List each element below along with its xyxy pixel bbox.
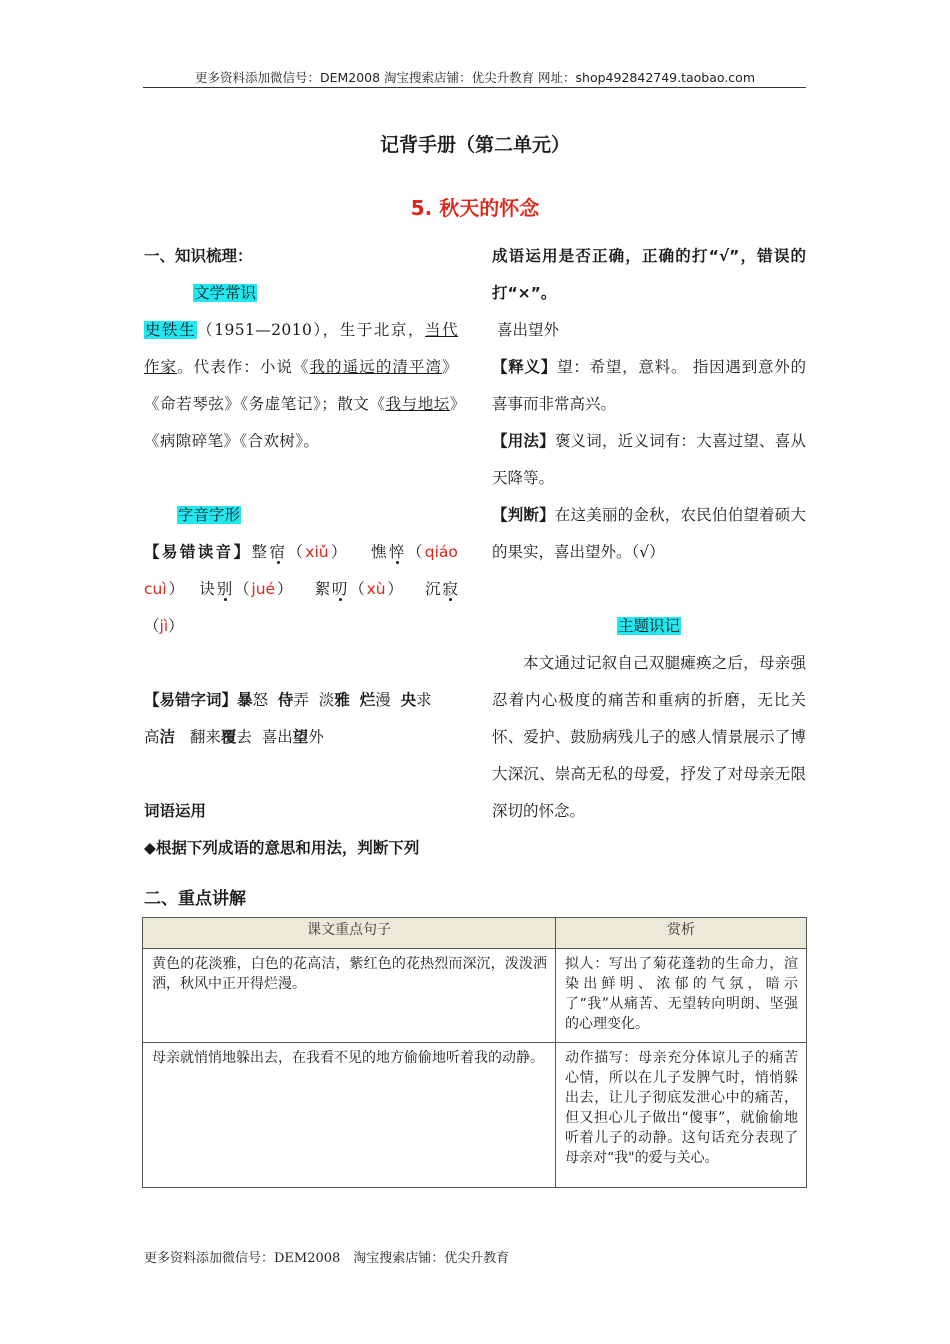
- analysis-cell: 动作描写：母亲充分体谅儿子的痛苦心情，所以在儿子发脾气时，悄悄躲出去，让儿子彻底发泄心中的痛苦，但又担心儿子做出“傻事”，就偷偷地听着儿子的动静。这句话充分表现了母亲对“我"的爱与关心。: [556, 1043, 807, 1188]
- spacer: [144, 460, 458, 497]
- instruction-continued: 成语运用是否正确，正确的打“√”，错误的打“×”。: [492, 247, 806, 302]
- lesson-title: 5. 秋天的怀念: [410, 196, 540, 220]
- header-rule: [143, 87, 806, 88]
- char-bold: 洁: [159, 728, 176, 746]
- page-header: 更多资料添加微信号：DEM2008 淘宝搜索店铺：优尖升教育 网址：shop492842749.taobao.com: [194, 70, 756, 85]
- spacer: [492, 571, 806, 608]
- char-bold: 覆: [220, 728, 237, 746]
- pron-char: 絮: [314, 580, 332, 598]
- pron-dotted-char: 叨: [331, 580, 350, 598]
- word-use-instruction: ◆根据下列成语的意思和用法，判断下列: [144, 839, 420, 857]
- char-normal: 外: [308, 728, 324, 746]
- analysis-cell: 拟人：写出了菊花蓬勃的生命力，渲染出鲜明、浓郁的气氛，暗示了“我”从痛苦、无望转向明朗、坚强的心理变化。: [556, 949, 807, 1043]
- author-identity: 当代作家: [144, 321, 458, 376]
- literary-label-line: [144, 275, 458, 312]
- author-text-3: 》《命若琴弦》《务虚笔记》；散文《: [144, 358, 458, 413]
- right-column: [492, 238, 806, 830]
- idiom-meaning: [492, 349, 806, 423]
- author-text-1: （1951—2010），生于北京，: [197, 321, 426, 339]
- author-name: 史铁生: [145, 321, 197, 339]
- char-bold: 央: [400, 691, 417, 709]
- author-text-2: 。代表作：小说《: [177, 358, 310, 376]
- pron-pinyin: xiǔ: [305, 543, 329, 561]
- char-bold: 暴: [237, 691, 253, 709]
- pronunciation-label: 字音字形: [178, 506, 241, 524]
- theme-label: 主题识记: [617, 617, 680, 635]
- table-row: [143, 1043, 807, 1188]
- pron-char: 憔: [371, 543, 389, 561]
- pron-pinyin: jì: [159, 617, 169, 635]
- pron-pinyin: xù: [366, 580, 386, 598]
- page-footer: 更多资料添加微信号：DEM2008 淘宝搜索店铺：优尖升教育: [144, 1251, 510, 1266]
- char-bold: 侍: [277, 691, 294, 709]
- usage-label: 【用法】: [492, 432, 555, 450]
- column-header-sentence: 课文重点句子: [143, 918, 556, 949]
- pron-char: 沉: [425, 580, 443, 598]
- pron-dotted-char: 寂: [442, 580, 458, 598]
- meaning-text: 望：希望，意料。 指因遇到意外的喜事而非常高兴。: [492, 358, 806, 413]
- pron-pinyin: qiáo cuì: [144, 543, 458, 598]
- table-row: [143, 949, 807, 1043]
- literary-label: 文学常识: [194, 284, 257, 302]
- author-text-4: 》《病隙碎笔》《合欢树》。: [144, 395, 459, 450]
- section1-heading: 一、知识梳理：: [144, 247, 253, 265]
- section2-heading: 二、重点讲解: [144, 889, 246, 909]
- char-bold: 望: [292, 728, 309, 746]
- left-column: [144, 238, 458, 867]
- char-normal: 去: [236, 728, 252, 746]
- column-header-analysis: 赏析: [556, 918, 807, 949]
- usage-text: 褒义词，近义词有：大喜过望、喜从天降等。: [492, 432, 806, 487]
- char-normal: 翻来: [189, 728, 221, 746]
- char-normal: 怒: [252, 691, 269, 709]
- char-bold: 雅: [334, 691, 350, 709]
- char-bold: 烂: [359, 691, 376, 709]
- document-title: 记背手册（第二单元）: [379, 134, 570, 156]
- sentence-cell: 黄色的花淡雅，白色的花高洁，紫红色的花热烈而深沉，泼泼洒洒，秋风中正开得烂漫。: [143, 949, 556, 1043]
- judge-text: 在这美丽的金秋，农民伯伯望着硕大的果实，喜出望外。（√）: [492, 506, 806, 561]
- meaning-label: 【释义】: [492, 358, 558, 376]
- pron-label-line: [144, 497, 458, 534]
- char-normal: 漫: [375, 691, 391, 709]
- work-title-2: 我与地坛: [385, 395, 450, 413]
- char-normal: 弄: [293, 691, 309, 709]
- char-list: [144, 682, 458, 756]
- word-use-heading: 词语运用: [144, 802, 207, 820]
- judge-label: 【判断】: [492, 506, 555, 524]
- theme-text: 本文通过记叙自己双腿瘫痪之后，母亲强忍着内心极度的痛苦和重病的折磨，无比关怀、爱护、鼓励病残儿子的感人情景展示了博大深沉、崇高无私的母爱，抒发了对母亲无限深切的怀念。: [492, 654, 806, 820]
- pron-pinyin: jué: [251, 580, 276, 598]
- work-title-1: 我的遥远的清平湾: [309, 358, 443, 376]
- char-heading: 【易错字词】: [144, 691, 238, 709]
- theme-label-line: [492, 608, 806, 645]
- pron-dotted-char: 别: [216, 580, 235, 598]
- author-paragraph: [144, 312, 458, 460]
- sentence-cell: 母亲就悄悄地躲出去，在我看不见的地方偷偷地听着我的动静。: [143, 1043, 556, 1188]
- pronunciation-list: 【易错读音】整宿（xiǔ） 憔悴（qiáo cuì） 诀别（jué） 絮叨（xù） 沉寂（jì）: [144, 543, 458, 635]
- key-sentences-table: [142, 917, 807, 1188]
- char-normal: 喜出: [261, 728, 293, 746]
- pron-char: 诀: [199, 580, 217, 598]
- char-normal: 淡: [318, 691, 335, 709]
- pronunciation-heading: 【易错读音】: [144, 543, 252, 561]
- spacer: [144, 756, 458, 793]
- spacer: [144, 645, 458, 682]
- idiom: 喜出望外: [497, 321, 560, 339]
- idiom-usage: [492, 423, 806, 497]
- pron-dotted-char: 悴: [388, 543, 407, 561]
- char-normal: 高: [144, 728, 160, 746]
- table-header-row: [143, 918, 807, 949]
- char-normal: 求: [416, 691, 432, 709]
- pron-dotted-char: 宿: [269, 543, 288, 561]
- pron-char: 整: [251, 543, 270, 561]
- idiom-judgement: [492, 497, 806, 571]
